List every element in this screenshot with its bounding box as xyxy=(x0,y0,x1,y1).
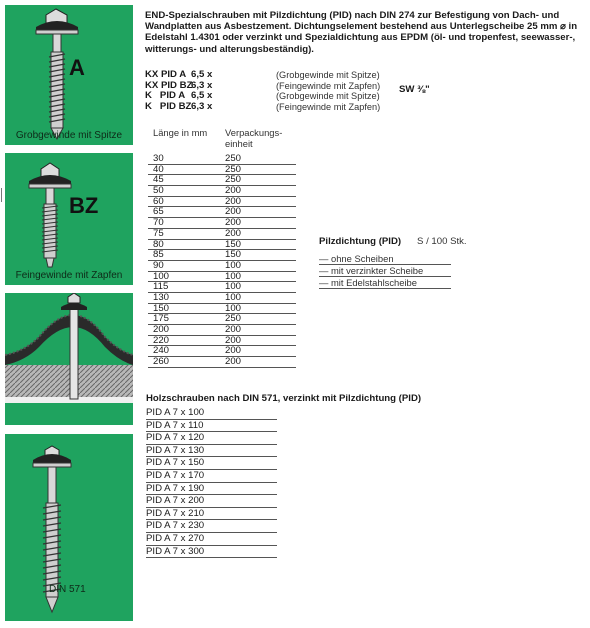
length-cell: 80 xyxy=(153,238,164,250)
wood-screw-list xyxy=(146,407,277,558)
packaging-cell: 150 xyxy=(225,238,242,250)
packaging-cell: 100 xyxy=(225,259,242,271)
table-row xyxy=(148,336,296,347)
variant-size: 6,5 x xyxy=(191,90,213,102)
table-row xyxy=(148,272,296,283)
length-cell: 130 xyxy=(153,291,170,303)
list-item: PID A 7 x 130 xyxy=(146,445,277,458)
length-cell: 220 xyxy=(153,334,170,346)
packaging-header-line1: Verpackungs- xyxy=(225,127,283,138)
wood-screws-title: Holzschrauben nach DIN 571, verzinkt mit Pilzdichtung (PID) xyxy=(146,393,422,404)
variant-row xyxy=(145,70,395,81)
pilzdichtung-pack: S / 100 Stk. xyxy=(417,236,467,247)
table-row xyxy=(148,261,296,272)
length-cell: 90 xyxy=(153,259,164,271)
table-row xyxy=(148,197,296,208)
table-row xyxy=(148,304,296,315)
length-cell: 150 xyxy=(153,302,170,314)
variant-size: 6,3 x xyxy=(191,100,213,112)
variant-desc: (Feingewinde mit Zapfen) xyxy=(276,80,381,91)
table-row xyxy=(148,207,296,218)
pilzdichtung-block xyxy=(319,236,467,289)
list-item: PID A 7 x 100 xyxy=(146,407,277,420)
length-cell: 45 xyxy=(153,174,164,186)
screw-a-panel xyxy=(5,5,133,145)
panel-caption: Feingewinde mit Zapfen xyxy=(15,270,123,281)
variant-code: KX PID BZ xyxy=(145,79,193,91)
length-cell: 240 xyxy=(153,345,170,357)
length-header: Länge in mm xyxy=(153,127,208,138)
screw-bz-illustration xyxy=(5,153,133,285)
list-item: PID A 7 x 150 xyxy=(146,457,277,470)
variant-row xyxy=(145,102,395,113)
packaging-cell: 200 xyxy=(225,227,242,239)
packaging-header xyxy=(225,127,282,149)
table-row xyxy=(148,240,296,251)
length-cell: 100 xyxy=(153,270,170,282)
variant-desc: (Grobgewinde mit Spitze) xyxy=(276,70,380,80)
length-cell: 115 xyxy=(153,281,169,293)
table-row xyxy=(148,325,296,336)
variant-list xyxy=(145,70,395,112)
table-row xyxy=(148,250,296,261)
list-item: PID A 7 x 230 xyxy=(146,520,277,533)
packaging-cell: 250 xyxy=(225,163,242,175)
table-row xyxy=(148,186,296,197)
variant-letter-bz: BZ xyxy=(69,193,99,218)
length-cell: 65 xyxy=(153,206,164,218)
roof-section-panel xyxy=(5,293,133,425)
roof-mounting-illustration xyxy=(5,293,133,425)
table-row xyxy=(148,357,296,368)
table-row xyxy=(148,229,296,240)
table-row xyxy=(148,346,296,357)
length-table xyxy=(148,154,296,368)
product-description: END-Spezialschrauben mit Pilzdichtung (PID) nach DIN 274 zur Befestigung von Dach- und Wandplatten aus Asbestzement. Dichtungselement bestehend aus Unterlegscheibe 25 mm ⌀ in Edelstahl 1.4301 oder verzinkt und Spezialdichtung aus EPDM (öl- und tropenfest, seewasser-, witterungs- und alterungsbeständig). xyxy=(145,10,578,55)
length-cell: 260 xyxy=(153,356,170,368)
packaging-cell: 150 xyxy=(225,249,242,261)
list-item: PID A 7 x 270 xyxy=(146,533,277,546)
variant-code: KX PID A xyxy=(145,69,187,80)
list-item: PID A 7 x 120 xyxy=(146,432,277,445)
packaging-cell: 200 xyxy=(225,356,242,368)
packaging-cell: 100 xyxy=(225,291,242,303)
packaging-cell: 200 xyxy=(225,324,242,335)
variant-code: K PID BZ xyxy=(145,100,192,112)
list-item: PID A 7 x 210 xyxy=(146,508,277,521)
pilzdichtung-option: — mit Edelstahlscheibe xyxy=(319,277,451,289)
variant-desc: (Grobgewinde mit Spitze) xyxy=(276,91,380,102)
din571-panel xyxy=(5,434,133,621)
table-row xyxy=(148,175,296,186)
packaging-cell: 100 xyxy=(225,302,242,314)
table-row xyxy=(148,218,296,229)
packaging-cell: 200 xyxy=(225,185,242,197)
pilzdichtung-title: Pilzdichtung (PID) xyxy=(319,236,402,247)
list-item: PID A 7 x 110 xyxy=(146,420,277,433)
length-cell: 75 xyxy=(153,227,164,239)
packaging-cell: 200 xyxy=(225,217,242,229)
table-row xyxy=(148,282,296,293)
packaging-cell: 100 xyxy=(225,270,242,282)
wrench-size: SW ⅜" xyxy=(399,84,430,95)
pilzdichtung-option: — mit verzinkter Scheibe xyxy=(319,265,451,277)
packaging-cell: 250 xyxy=(225,153,242,164)
packaging-header-line2: einheit xyxy=(225,138,253,149)
list-item: PID A 7 x 200 xyxy=(146,495,277,508)
length-cell: 200 xyxy=(153,324,170,335)
panel-caption: DIN 571 xyxy=(49,584,86,595)
table-row xyxy=(148,293,296,304)
variant-desc: (Feingewinde mit Zapfen) xyxy=(276,101,381,112)
length-cell: 60 xyxy=(153,195,164,207)
table-row xyxy=(148,154,296,165)
length-cell: 70 xyxy=(153,217,164,229)
page-edge-mark xyxy=(1,188,4,202)
table-row xyxy=(148,165,296,176)
packaging-cell: 250 xyxy=(225,174,242,186)
length-cell: 30 xyxy=(153,153,164,164)
packaging-cell: 200 xyxy=(225,334,242,346)
panel-caption: Grobgewinde mit Spitze xyxy=(15,130,123,141)
packaging-cell: 200 xyxy=(225,206,242,218)
list-item: PID A 7 x 190 xyxy=(146,483,277,496)
length-cell: 85 xyxy=(153,249,164,261)
length-cell: 40 xyxy=(153,163,164,175)
screw-bz-panel xyxy=(5,153,133,285)
packaging-cell: 250 xyxy=(225,313,242,325)
list-item: PID A 7 x 170 xyxy=(146,470,277,483)
table-row xyxy=(148,314,296,325)
variant-size: 6,5 x xyxy=(191,69,213,80)
packaging-cell: 200 xyxy=(225,345,242,357)
packaging-cell: 200 xyxy=(225,195,242,207)
length-cell: 175 xyxy=(153,313,170,325)
variant-size: 6,3 x xyxy=(191,79,213,91)
variant-code: K PID A xyxy=(145,90,186,102)
variant-letter-a: A xyxy=(69,55,85,80)
pilzdichtung-option: — ohne Scheiben xyxy=(319,253,451,265)
packaging-cell: 100 xyxy=(225,281,242,293)
list-item: PID A 7 x 300 xyxy=(146,546,277,559)
length-cell: 50 xyxy=(153,185,164,197)
